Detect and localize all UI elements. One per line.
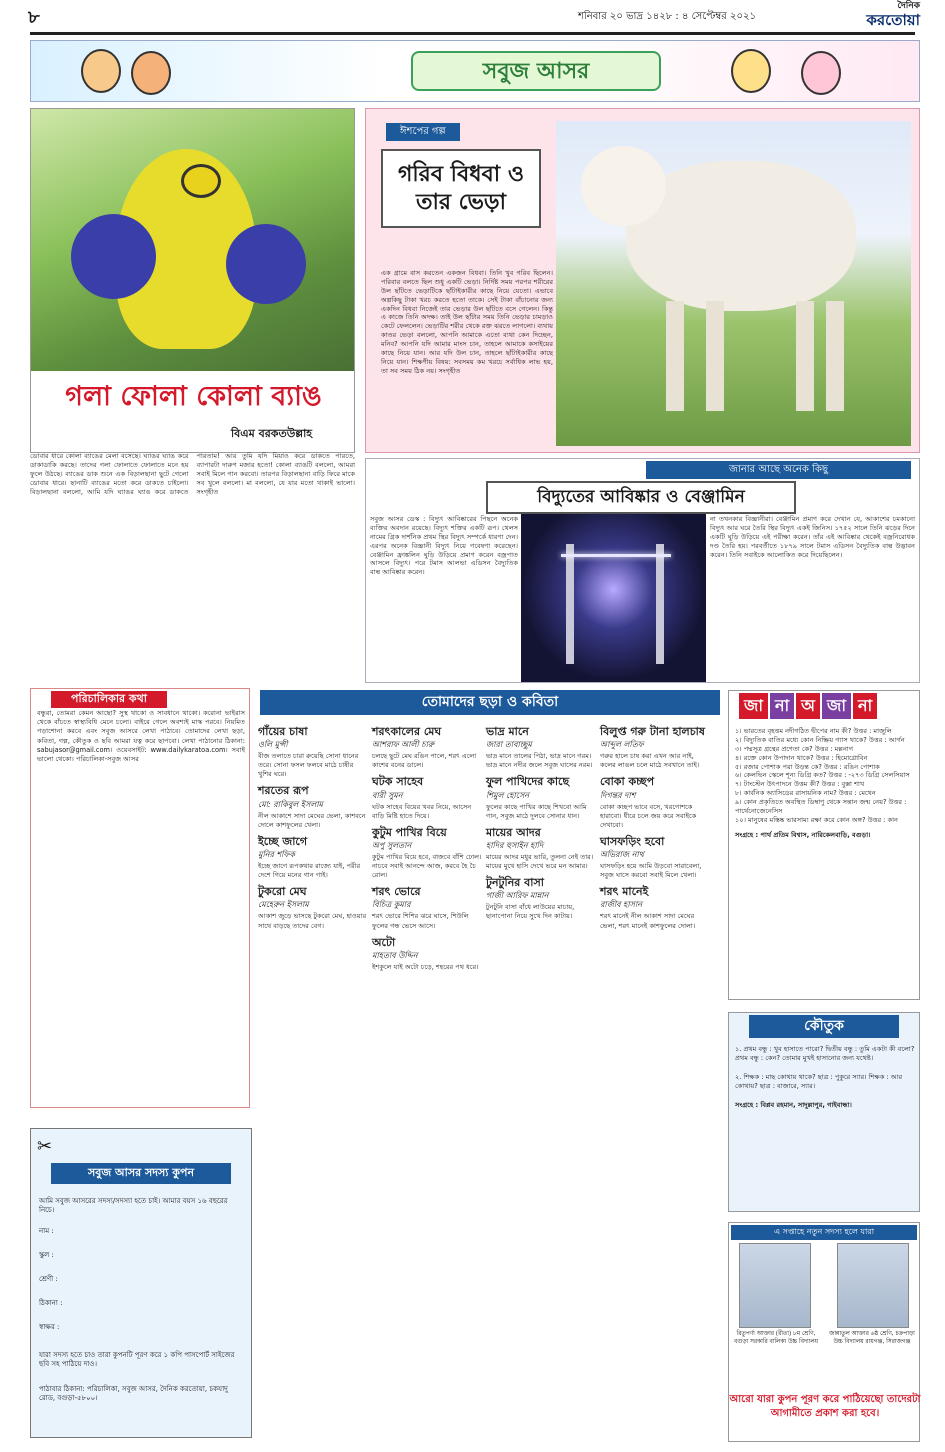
poem-author: জারা তাবাচ্ছুম: [486, 740, 532, 750]
quiz-item: ৭। টাংস্টেন উৎপাদনে উত্তম কী? উত্তর : বুক্সা শাখ: [735, 780, 865, 789]
poem-text: ইশকুলে যাই অটো চড়ে, শহরের পথ ধরে।: [372, 962, 479, 971]
poem-author: মেহেরুন ইসলাম: [258, 900, 309, 910]
quiz-item: ৯। কোন প্রকৃতিতে অবস্থিত ডিম্বাণু থেকে সন্তান জন্ম নেয়? উত্তর : পার্থেনোজেনেসিস: [735, 798, 907, 816]
joke-credit: সংগ্রহে : বিপ্লব রহমান, সাদুল্লাপুর, গাইবান্ধা।: [735, 1100, 852, 1109]
poem-author: বিচিত্র কুমার: [372, 900, 411, 910]
story-text: এক গ্রামে বাস করতেন একজন বিধবা। তিনি খুব গরিব ছিলেন। পরিবার বলতে ছিল শুধু একটি ভেড়া। নির্দিষ্ট সময় পরপর শরীরের উল ছাঁটতে ভেড়াটিকে ছাঁটাইকারীর কাছে নিয়ে যেতো। এভাবে অল্পকিছু টাকা খরচ করতে হতো তাকে। সেই টাকা বাঁচানোর জন্য একদিন বিধবা নিজেই তার ভেড়ার উল ছাঁটতে বসে গেলেন। কিন্তু এ কাজে তিনি অদক্ষ। তাই উল ছাঁটার সময় তিনি ভেড়ার চামড়াও কেটে ফেললেন। ভেড়াটির শরীর থেকে রক্ত ঝরতে লাগলো। ব্যথায় কাতর ভেড়া বললো, আপনি আমাকে এতো ব্যথা কেন দিচ্ছেন, মনিব? আপনি যদি আমার মাংস চান, তাহলে আমাকে কসাইয়ের কাছে নিয়ে যান। আর যদি উল চান, তাহলে ছাঁটাইকারীর কাছে নিয়ে যান। শিক্ষণীয় বিষয়: সবসময় কম খরচে সর্বাধিক লাভ হয়, তা সব সময় ঠিক নয়। সংগৃহীত: [381, 269, 554, 375]
sheep-photo: [556, 121, 911, 446]
poem-text: নীল আকাশে সাদা মেঘের ভেলা, কাশবনে দোলে কাশফুলের খেলা।: [258, 811, 366, 829]
quiz-heading-letter: অ: [796, 693, 820, 719]
cartoon-kid-icon: [131, 51, 171, 95]
poem-text: ফুলের কাছে পাখির কাছে শিখবো আমি গান, সবুজ মাঠে দুলবে সোনার ধান।: [486, 802, 587, 820]
coupon-field-name: নাম :: [39, 1227, 54, 1235]
poem-author: মো: রাকিবুল ইসলাম: [258, 799, 323, 809]
poems-column-2: [372, 720, 482, 972]
coupon-intro: আমি সবুজ আসরের সদস্য/সদস্যা হতে চাই। আমার বয়স ১৬ বছরের নিচে।: [39, 1197, 228, 1215]
poem-title: ফুল পাখিদের কাছে: [486, 775, 570, 789]
poem-title: বোকা কচ্ছপ: [600, 775, 655, 789]
frog-eye-shape: [181, 164, 221, 198]
header-rule: [30, 32, 915, 35]
paper-small-label: দৈনিক: [897, 1, 920, 11]
poem-title: বিলুপ্ত গরু টানা হালচাষ: [600, 725, 705, 738]
cartoon-kid-icon: [801, 51, 841, 95]
poem-title: ঘাসফড়িং হবো: [600, 834, 665, 848]
frog-article-title: গলা ফোলা কোলা ব্যাঙ: [65, 381, 322, 412]
poem-text: ইচ্ছে জাগে রূপকথার রাজ্যে যাই, পরীর দেশে গিয়ে মনের গান গাই।: [258, 862, 361, 880]
quiz-heading: [739, 693, 879, 719]
paper-logo: [860, 2, 920, 28]
knowledge-article: [365, 458, 920, 683]
poem-title: ভাদ্র মানে: [486, 725, 529, 738]
poem-title: শরতের রূপ: [258, 784, 309, 798]
quiz-item: ২। বিদ্যুতিক বাতির মধ্যে কোন নিষ্ক্রিয় গ্যাস থাকে? উত্তর : আর্গন: [735, 735, 905, 744]
poem-title: টুকরো মেঘ: [258, 885, 307, 899]
joke-title: কৌতুক: [749, 1015, 899, 1038]
vocal-sac-shape: [71, 214, 156, 299]
poem-author: মুনির শফিক: [258, 850, 295, 860]
membership-coupon: [30, 1128, 252, 1438]
new-members-footer: আরো যারা কুপন পূরণ করে পাঠিয়েছো তাদেরটা আগামীতে প্রকাশ করা হবে।: [729, 1394, 921, 1419]
poem-author: গাজী আরিফ মান্নান: [486, 891, 549, 901]
poem-title: মায়ের আদর: [486, 825, 541, 839]
joke-text: [735, 1045, 917, 1109]
poem-title: ঘটক সাহেব: [372, 775, 424, 789]
poem-text: শরৎ মানেই নীল আকাশ সাদা মেঘের ভেলা, শরৎ মানেই কাশফুলের দোলা।: [600, 912, 696, 930]
joke-item: ২. শিক্ষক : মাছ কোথায় থাকে? ছাত্র : পুকুরে স্যার। শিক্ষক : আর কোথায়? ছাত্র : বাজারে, স্যার।: [735, 1072, 903, 1090]
quiz-item: ৬। কেলভিন স্কেলে শূন্য ডিগ্রি কত? উত্তর : -২৭৩ ডিগ্রি সেলসিয়াস: [735, 771, 910, 780]
knowledge-text-col2: না তখনকার বিজ্ঞানীরা। বেঞ্জামিন প্রমাণ করে দেখান যে, আকাশের চমকানো বিদ্যুৎ আর ঘরে তৈরি স্থির বিদ্যুৎ একই জিনিস। ১৭৫২ সালে তিনি ঝড়ের দিনে একটি ঘুড়ি উড়িয়ে এই পরীক্ষা করেন। তাঁর এই আবিষ্কার থেকেই বজ্রনিরোধক দণ্ড তৈরি হয়। পরবর্তীতে ১৮৭৯ সালে টমাস এডিসন বৈদ্যুতিক বাল্ব উদ্ভাবন করেন। তিনি সবাইকে আলোকিত করে দিয়েছিলেন।: [710, 515, 915, 559]
quiz-item: ১০। মানুষের মস্তিষ্ক ভারসাম্য রক্ষা করে কোন অঙ্গ? উত্তর : কান: [735, 815, 898, 824]
poem-author: অপু সুলতান: [372, 840, 412, 850]
tower-shape: [566, 544, 574, 664]
frog-article-text: ডোবার ধারে কোলা ব্যাঙের মেলা বসেছে। ঘ্যাঙর ঘ্যাঙ করে ডাকাডাকি করছে। তাদের গলা ফোলাতে ফোলাতে মনে হয় ফুলে উঠছে। ব্যাঙের ডাক শুনে এক বিড়ালছানা ছুটে গেলো ডোবার ধারে। ছানাটি ব্যাঙের মতো করে ডাকতে চাইলো। বিড়ালছানা বললো, আমি যদি ঘ্যাঙর ঘ্যাঙ করে ডাকতে পারতাম! আর তুমি যদি মিয়াও করে ডাকতে পারতে, ব্যাপারটা দারুণ মজার হতো! কোলা ব্যাঙটি বললো, আমরা সবাই মিলে গান করবো। তারপর বিড়ালছানা বাড়ি ফিরে মাকে সব খুলে বললো। মা বললো, যে যার মতো থাকাই ভালো। সংগৃহীত: [30, 452, 355, 496]
sheep-leg-shape: [666, 301, 684, 411]
poem-text: ঘাসফড়িং হয়ে আমি উড়বো সারাবেলা, সবুজ ঘাসে করবো সবাই মিলে খেলা।: [600, 862, 702, 880]
poem-author: অভিরাজ নাথ: [600, 850, 644, 860]
new-members-box: [728, 1222, 920, 1442]
quiz-heading-letter: না: [853, 693, 877, 719]
story-article: [365, 108, 920, 453]
issue-date: শনিবার ২০ ভাদ্র ১৪২৮ : ৪ সেপ্টেম্বর ২০২১: [578, 11, 756, 22]
poem-title: শরৎ মানেই: [600, 885, 649, 899]
member-photo: [837, 1243, 909, 1328]
poem-text: কুটুম পাখির বিয়ে হবে, বাজবে বাঁশি ঢোল। নাচবে সবাই আনন্দে আজ, করবে হৈ চৈ রোল।: [372, 852, 482, 880]
poem-author: রাজীব হাসান: [600, 900, 643, 910]
poem-text: মায়ের আদর মধুর ভারি, তুলনা নেই তার। মায়ের মুখে হাসি দেখে ভরে মন আমার।: [486, 852, 594, 871]
poem-author: আব্দুল লতিফ: [600, 740, 644, 750]
quiz-item: ১। ভারতের বৃহত্তম নদীগঠিত দ্বীপের নাম কী? উত্তর : মাজুলি: [735, 727, 892, 735]
sheep-leg-shape: [826, 301, 844, 411]
quiz-list: [735, 727, 917, 840]
joke-box: [728, 1012, 920, 1212]
coupon-field-school: স্কুল :: [39, 1251, 54, 1259]
member-caption: রিতুপর্ণা আক্তার (রীতা) ৮ম শ্রেণি, বগুড়া সরকারি বালিকা উচ্চ বিদ্যালয়: [734, 1331, 818, 1345]
quiz-item: ৫। রজার পোশাক পরা উড়ন্ত কে? উত্তর : রঙিন পোশাক: [735, 762, 880, 771]
lightning-bolt-icon: [561, 554, 671, 557]
poems-section-title: তোমাদের ছড়া ও কবিতা: [260, 690, 720, 715]
joke-item: ১. প্রথম বন্ধু : খুব হাসাতে পারো? দ্বিতীয় বন্ধু : তুমি একটা কী বলো? প্রথম বন্ধু : কেন? তোমার মুখই হাসানোর জন্য যথেষ্ট।: [735, 1045, 915, 1062]
frog-article: [30, 108, 355, 453]
poem-author: মাহতাব উদ্দিন: [372, 950, 418, 960]
page-number: ৮: [28, 7, 40, 28]
editor-letter-text: বন্ধুরা, তোমরা কেমন আছো? সুস্থ থাকো ও সাবধানে থাকো। করোনা ভাইরাস থেকে বাঁচতে স্বাস্থ্যবিধি মেনে চলো। বাইরে গেলে অবশ্যই মাস্ক পরবে। নিয়মিত পড়াশোনা করবে এবং সবুজ আসরে লেখা পাঠাবে। তোমাদের লেখা ছড়া, কবিতা, গল্প, কৌতুক ও ছবি আমরা যত্ন করে ছাপবো। লেখা পাঠানোর ঠিকানা: sabujasor@gmail.com। ওয়েবসাইট: www.dailykaratoa.com। সবাই ভালো থেকো। পরিচালিকা-সবুজ আসর: [37, 709, 245, 764]
poem-text: শরৎ ভোরে শিশির ঝরে ঘাসে, শিউলি ফুলের গন্ধ ভেসে আসে।: [372, 912, 469, 930]
cartoon-kid-icon: [81, 49, 121, 93]
poem-text: বোকা কচ্ছপ ভাবে বসে, খরগোশকে হারাবো। ধীরে চলে জয় করে সবাইকে দেখাবো।: [600, 802, 697, 829]
poem-text: বীজ তলাতে চারা রুয়েছি সোনা ধানের তরে। সোনা ফসল ফলবে মাঠে চাষীর খুশির ঘরে।: [258, 752, 359, 779]
coupon-note-2: পাঠাবার ঠিকানা: পরিচালিকা, সবুজ আসর, দৈনিক করতোয়া, চকযাদু রোড, বগুড়া-৫৮০০।: [39, 1385, 228, 1403]
poem-title: টুনটুনির বাসা: [486, 876, 544, 890]
editor-letter: [30, 688, 250, 1108]
sheep-leg-shape: [706, 301, 724, 411]
poem-title: কুটুম পাখির বিয়ে: [372, 825, 447, 839]
poem-author: শিমুল হোসেন: [486, 790, 530, 800]
poem-text: চলছে ছুটে মেঘ রঙিন পালে, শরৎ এলো কাশের বনের ডালে।: [372, 752, 477, 770]
quiz-heading-letter: জা: [822, 693, 851, 719]
coupon-field-class: শ্রেণী :: [39, 1275, 58, 1283]
member-caption: জান্নাতুল আক্তার ৬ষ্ঠ শ্রেণি, চক্রপাড়া উচ্চ বিদ্যালয় রায়গঞ্জ, সিরাজগঞ্জ: [829, 1331, 915, 1345]
poems-column-1: [258, 720, 368, 931]
knowledge-tag: জানার আছে অনেক কিছু: [646, 461, 911, 479]
poem-author: ওলি মুন্সী: [258, 740, 288, 750]
scissors-icon: ✂: [37, 1136, 53, 1157]
poems-column-4: [600, 720, 710, 931]
knowledge-text-col1: সবুজ আসর ডেস্ক : বিদ্যুৎ আবিষ্কারের পিছনে অনেক ব্যক্তির অবদান রয়েছে। বিদ্যুৎ শক্তির একটি রূপ। থেলস নামের গ্রিক দার্শনিক প্রথম স্থির বিদ্যুৎ সম্পর্কে ধারণা দেন। এরপর অনেক বিজ্ঞানী বিদ্যুৎ নিয়ে গবেষণা করেছেন। বেঞ্জামিন ফ্রাঙ্কলিন ঘুড়ি উড়িয়ে প্রমাণ করেন বজ্রপাত আসলে বিদ্যুৎ। পরে টমাস আলভা এডিসন বৈদ্যুতিক বাল্ব আবিষ্কার করেন।: [370, 515, 518, 577]
paper-name: করতোয়া: [866, 10, 920, 29]
editor-letter-tag: পরিচালিকার কথা: [51, 691, 167, 708]
poem-author: আশরাফ আলী চারু: [372, 740, 435, 750]
sheep-head-shape: [581, 146, 666, 226]
poem-title: শরৎ ভোরে: [372, 885, 421, 899]
story-title: গরিব বিধবা ও তার ভেড়া: [381, 149, 541, 228]
quiz-credit: সংগ্রহে : পার্থ প্রতিম বিশ্বাস, নারিকেলবাড়ি, বগুড়া।: [735, 830, 871, 839]
quiz-box: [728, 690, 920, 1000]
coupon-field-address: ঠিকানা :: [39, 1299, 63, 1307]
quiz-item: ৮। কার্বনিক অ্যাসিডের রাসায়নিক নাম? উত্তর : মেথেন: [735, 789, 876, 798]
poem-text: ঘটক সাহেব বিয়ের খবর নিয়ে, আসেন বাড়ি মিষ্টি হাতে দিয়ে।: [372, 802, 472, 820]
poem-author: দিগন্তর দাশ: [600, 790, 636, 800]
tower-shape: [656, 544, 664, 664]
member-photo: [739, 1243, 811, 1328]
tesla-coil-photo: [521, 514, 706, 682]
coupon-title: সবুজ আসর সদস্য কুপন: [51, 1163, 231, 1184]
sheep-leg-shape: [796, 301, 814, 411]
cartoon-kid-icon: [731, 49, 771, 93]
poem-title: অটো: [372, 935, 396, 949]
frog-article-author: বিএম বরকতউল্লাহ: [231, 427, 313, 440]
poem-title: গাঁয়ের চাষা: [258, 725, 308, 738]
poem-author: হাদির হুসাইন হাদি: [486, 840, 544, 850]
poem-text: গরুর হালে চাষ করা এখন আর নাই, কলের লাঙল চলে মাঠে সবখানে তাই।: [600, 752, 700, 770]
poems-column-3: [486, 720, 596, 922]
section-title: সবুজ আসর: [411, 51, 661, 91]
banner: [30, 40, 920, 102]
poem-text: ভাদ্র মানে তালের পিঠা, ভাদ্র মানে গরম। ভাদ্র মানে নদীর জলে সবুজ ঘাসের নরম।: [486, 752, 593, 770]
poem-text: টুনটুনি বাসা বাঁধে লাউয়ের মাচায়, ছানাপোনা নিয়ে সুখে দিন কাটায়।: [486, 903, 575, 921]
quiz-item: ৪। রক্তে কোন উপাদান থাকে? উত্তর : হিমোগ্লোবিন: [735, 753, 868, 762]
story-tag: ঈশপের গল্প: [386, 123, 460, 141]
frog-photo: [31, 109, 355, 371]
new-members-tag: এ সপ্তাহে নতুন সদস্য হলে যারা: [731, 1225, 917, 1240]
poem-title: শরৎকালের মেঘ: [372, 725, 442, 738]
vocal-sac-shape: [226, 224, 306, 304]
quiz-heading-letter: না: [770, 693, 794, 719]
poem-text: আকাশ জুড়ে ভাসছে টুকরো মেঘ, হাওয়ার সাথে বাড়ছে তাদের বেগ।: [258, 912, 367, 930]
coupon-note-1: যারা সদস্য হতে চাও তারা কুপনটি পূরণ করে ১ কপি পাসপোর্ট সাইজের ছবি সহ পাঠিয়ে দাও।: [39, 1351, 235, 1369]
poem-author: বারী সুমন: [372, 790, 403, 800]
coupon-field-signature: স্বাক্ষর :: [39, 1323, 60, 1331]
quiz-item: ৩। পদ্মসূত্র গ্রন্থের প্রণেতা কে? উত্তর : মল্লনাগ: [735, 744, 854, 753]
knowledge-title: বিদ্যুতের আবিষ্কার ও বেঞ্জামিন: [486, 481, 796, 514]
poem-title: ইচ্ছে জাগে: [258, 834, 308, 848]
quiz-heading-letter: জা: [739, 693, 768, 719]
